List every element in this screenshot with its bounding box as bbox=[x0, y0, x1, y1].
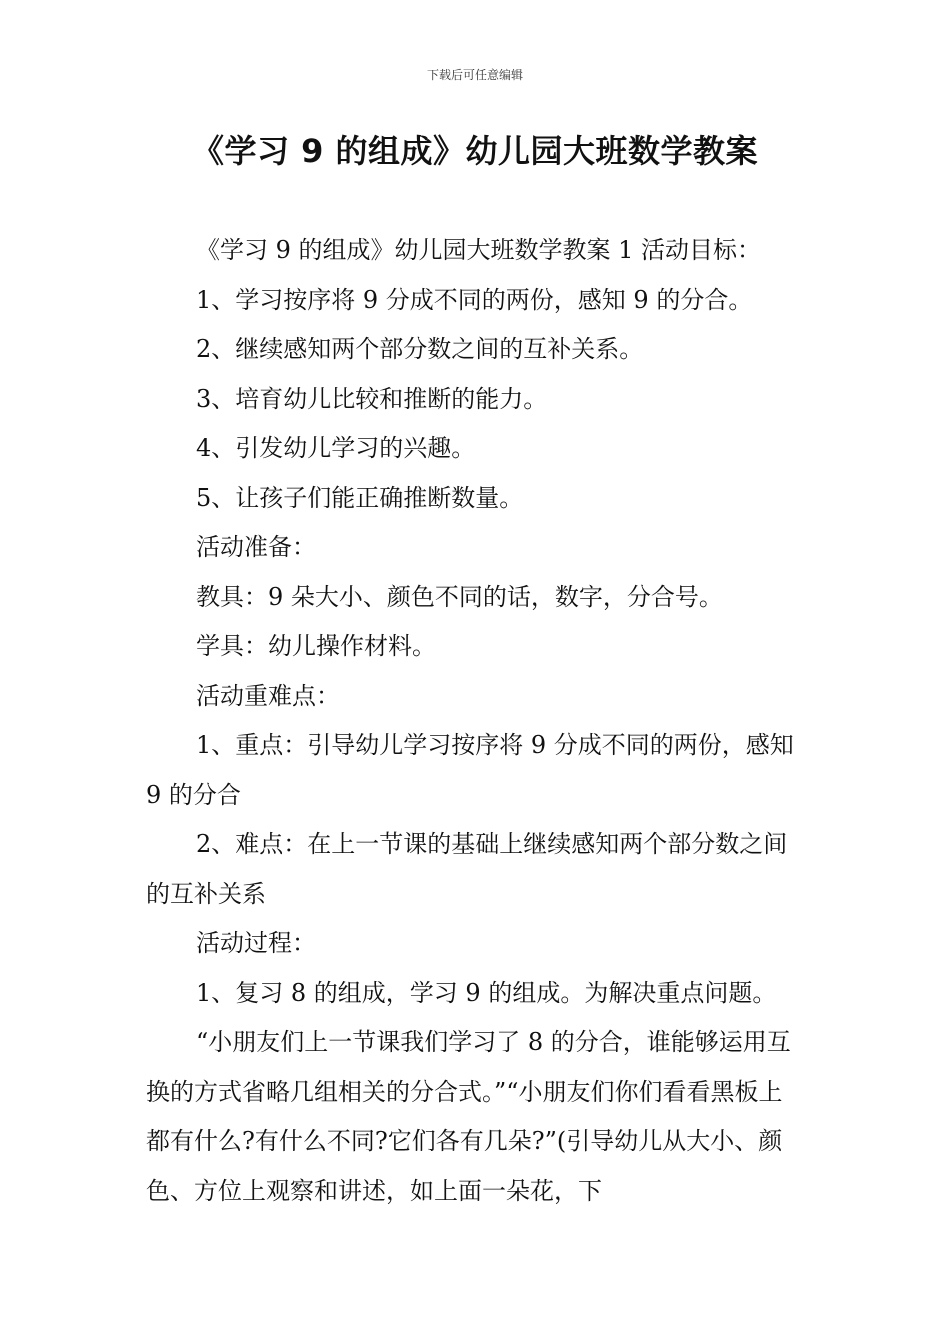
document-body bbox=[146, 226, 806, 1216]
student-materials: 学具：幼儿操作材料。 bbox=[196, 632, 436, 660]
process-heading: 活动过程： bbox=[196, 929, 316, 957]
process-step-1: 1、复习 8 的组成，学习 9 的组成。为解决重点问题。 bbox=[196, 978, 777, 1007]
document-title: 《学习 9 的组成》幼儿园大班数学教案 bbox=[191, 132, 759, 170]
key-points-heading: 活动重难点： bbox=[196, 681, 340, 710]
goal-item-2: 2、继续感知两个部分数之间的互补关系。 bbox=[196, 335, 644, 363]
teacher-materials: 教具：9 朵大小、颜色不同的话，数字，分合号。 bbox=[196, 582, 723, 611]
goal-item-3: 3、培育幼儿比较和推断的能力。 bbox=[196, 384, 548, 413]
process-step-1-detail: “小朋友们上一节课我们学习了 8 的分合，谁能够运用互换的方式省略几组相关的分合式。”“小朋友们你们看看黑板上都有什么?有什么不同?它们各有几朵?”(引导幼儿从大小、颜色、方位上观察和讲述，如上面一朵花，下 bbox=[146, 1028, 791, 1205]
goal-item-5: 5、让孩子们能正确推断数量。 bbox=[196, 483, 524, 512]
goal-item-1: 1、学习按序将 9 分成不同的两份，感知 9 的分合。 bbox=[196, 285, 753, 314]
intro-paragraph: 《学习 9 的组成》幼儿园大班数学教案 1 活动目标： bbox=[196, 236, 762, 264]
key-point-1: 1、重点：引导幼儿学习按序将 9 分成不同的两份，感知 9 的分合 bbox=[146, 731, 802, 809]
goal-item-4: 4、引发幼儿学习的兴趣。 bbox=[196, 434, 476, 462]
preparation-heading: 活动准备： bbox=[196, 533, 316, 561]
header-note: 下载后可任意编辑 bbox=[426, 68, 523, 82]
key-point-2: 2、难点：在上一节课的基础上继续感知两个部分数之间的互补关系 bbox=[146, 830, 788, 908]
